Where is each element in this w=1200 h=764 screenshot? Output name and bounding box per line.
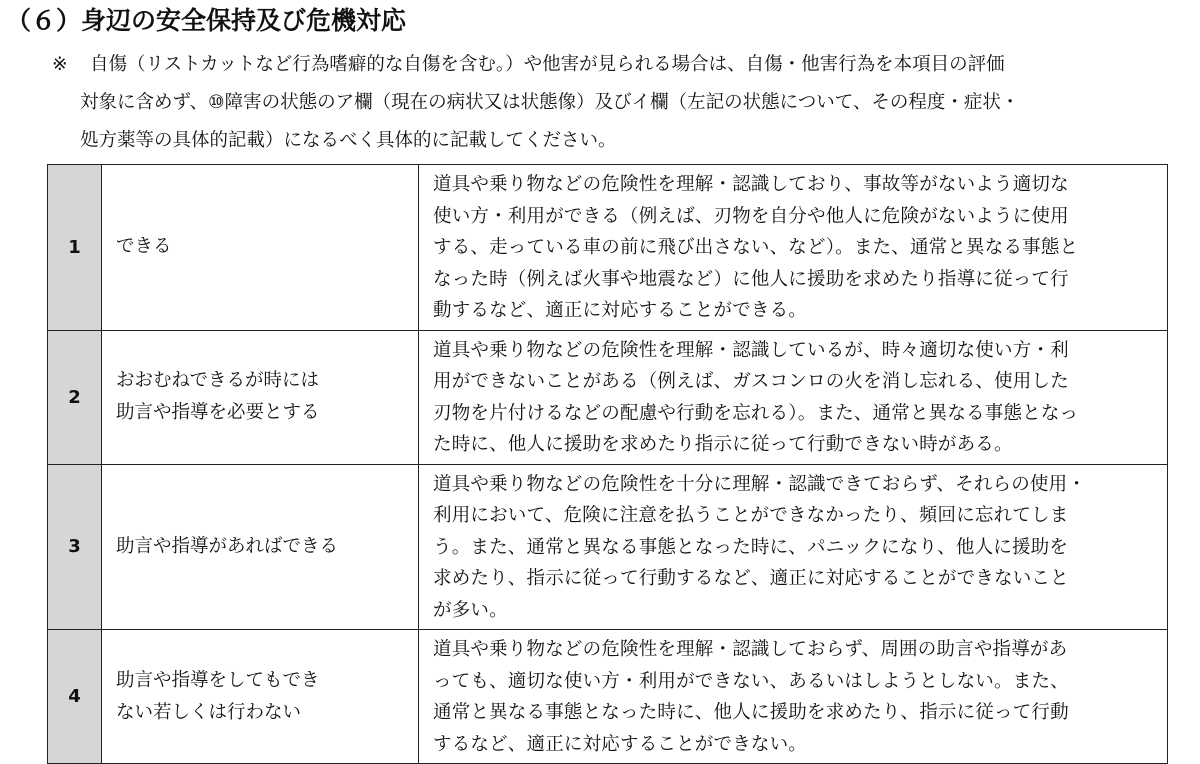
level-cell [102, 330, 419, 464]
description-line: っても、適切な使い方・利用ができない、あるいはしようとしない。また、 [433, 670, 1069, 692]
note-line: 対象に含めず、⑩障害の状態のア欄（現在の病状又は状態像）及びイ欄（左記の状態について、その程度・症状・ [80, 92, 1020, 113]
table-row [48, 464, 1168, 630]
table-row [48, 330, 1168, 464]
description-line: するなど、適正に対応することができない。 [433, 733, 808, 755]
note-line: 処方薬等の具体的記載）になるべく具体的に記載してください。 [80, 130, 617, 151]
description-line: う。また、通常と異なる事態となった時に、パニックになり、他人に援助を [433, 536, 1069, 558]
level-cell [102, 165, 419, 331]
description-line: が多い。 [433, 599, 508, 621]
note-text: 自傷（リストカットなど行為嗜癖的な自傷を含む。）や他害が見られる場合は、自傷・他害行為を本項目の評価 [90, 54, 1005, 75]
table-row [48, 630, 1168, 764]
description-cell [419, 330, 1168, 464]
description-line: 道具や乗り物などの危険性を理解・認識しており、事故等がないよう適切な [433, 174, 1069, 195]
description-line: 通常と異なる事態となった時に、他人に援助を求めたり、指示に従って行動 [433, 702, 1069, 723]
level-line: 助言や指導があればできる [116, 535, 339, 557]
row-number: 4 [48, 630, 102, 764]
description-line: 利用において、危険に注意を払うことができなかったり、頻回に忘れてしま [433, 505, 1069, 526]
description-line: 刃物を片付けるなどの配慮や行動を忘れる）。また、通常と異なる事態となっ [433, 402, 1079, 424]
row-number: 1 [48, 165, 102, 331]
description-line: た時に、他人に援助を求めたり指示に従って行動できない時がある。 [433, 434, 1013, 455]
description-line: 道具や乗り物などの危険性を理解・認識しておらず、周囲の助言や指導があ [433, 639, 1068, 660]
level-line: ない若しくは行わない [116, 701, 302, 723]
description-line: 動するなど、適正に対応することができる。 [433, 300, 808, 321]
evaluation-table [47, 164, 1168, 764]
level-cell [102, 630, 419, 764]
description-line: 道具や乗り物などの危険性を十分に理解・認識できておらず、それらの使用・ [433, 473, 1087, 495]
level-line: 助言や指導をしてもでき [116, 669, 320, 691]
level-line: おおむねできるが時には [116, 370, 320, 391]
level-cell [102, 464, 419, 630]
table-row [48, 165, 1168, 331]
level-line: 助言や指導を必要とする [116, 402, 320, 423]
description-line: 求めたり、指示に従って行動するなど、適正に対応することができないこと [433, 568, 1069, 589]
row-number: 3 [48, 464, 102, 630]
description-line: 用ができないことがある（例えば、ガスコンロの火を消し忘れる、使用した [433, 371, 1069, 392]
note-line [52, 46, 1192, 84]
level-line: できる [116, 236, 172, 258]
section-heading: （６）身辺の安全保持及び危機対応 [6, 6, 407, 35]
description-line: なった時（例えば火事や地震など）に他人に援助を求めたり指導に従って行 [433, 268, 1069, 290]
row-number: 2 [48, 330, 102, 464]
note-paragraph [52, 46, 1192, 160]
description-line: 道具や乗り物などの危険性を理解・認識しているが、時々適切な使い方・利 [433, 339, 1069, 361]
description-cell [419, 630, 1168, 764]
description-line: する、走っている車の前に飛び出さない、など）。また、通常と異なる事態と [433, 237, 1079, 258]
description-cell [419, 165, 1168, 331]
description-line: 使い方・利用ができる（例えば、刃物を自分や他人に危険がないように使用 [433, 205, 1069, 227]
note-mark: ※ [52, 54, 68, 75]
description-cell [419, 464, 1168, 630]
